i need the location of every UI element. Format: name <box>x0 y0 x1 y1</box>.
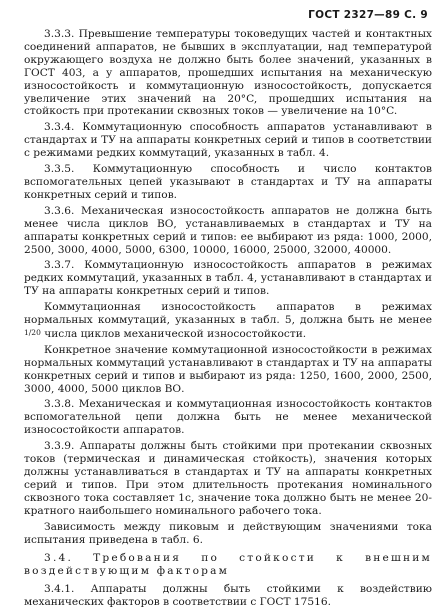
paragraph-specific-value: Конкретное значение коммутационной износостойкости в режимах нормальных коммутаций устанавливают в стандартах и ТУ на аппараты конкретных серий и типов и выбирают из ряда: 1250, 1600, 2000, 2500, 3000, 4000, 5000 циклов ВО. <box>24 343 432 395</box>
paragraph-3-3-6: 3.3.6. Механическая износостойкость аппаратов не должна быть менее числа циклов ВО, устанавливаемых в стандартах и ТУ на аппараты конкретных серий и типов: ее выбирают из ряда: 1000, 2000, 2500, 3000, 4000, 5000, 6300, 10000, 16000, 25000, 32000, 40000. <box>24 204 432 256</box>
document-body <box>24 28 432 609</box>
paragraph-dependency: Зависимость между пиковым и действующим значениями тока испытания приведена в табл. 6. <box>24 520 432 546</box>
paragraph-3-3-7: 3.3.7. Коммутационную износостойкость аппаратов в режимах редких коммутаций, указанных в табл. 4, устанавливают в стандартах и ТУ на аппараты конкретных серий и типов. <box>24 259 432 298</box>
paragraph-3-3-3: 3.3.3. Превышение температуры токоведущих частей и контактных соединений аппаратов, не бывших в эксплуатации, над температурой окружающего воздуха не должно быть более значений, указанных в ГОСТ 403, а у аппаратов, прошедших испытания на механическую износостойкость и коммутационную износостойкость, допускается увеличение этих значений на 20°C, прошедших испытания на стойкость при протекании сквозных токов — увеличение на 10°C. <box>24 28 432 118</box>
paragraph-3-3-8: 3.3.8. Механическая и коммутационная износостойкость контактов вспомогательной цепи должна быть не менее механической износостойкости аппаратов. <box>24 398 432 437</box>
paragraph-normal-switching <box>24 301 432 341</box>
paragraph-normal-switching-a: Коммутационная износостойкость аппаратов в режимах нормальных коммутаций, указанных в табл. 5, должна быть не менее <box>24 301 432 327</box>
paragraph-3-3-9: 3.3.9. Аппараты должны быть стойкими при протекании сквозных токов (термическая и динамическая стойкость), значения которых должны устанавливаться в стандартах и ТУ на аппараты конкретных серий и типов. При этом длительность протекания номинального сквозного тока составляет 1с, значение тока должно быть не менее 20-кратного наибольшего номинального рабочего тока. <box>24 440 432 517</box>
fraction: 1/20 <box>24 327 41 337</box>
paragraph-3-3-5: 3.3.5. Коммутационную способность и число контактов вспомогательных цепей указывают в стандартах и ТУ на аппараты конкретных серий и типов. <box>24 163 432 201</box>
paragraph-3-4-1: 3.4.1. Аппараты должны быть стойкими к воздействию механических факторов в соответствии с ГОСТ 17516. <box>24 583 432 609</box>
paragraph-normal-switching-b: числа циклов механической износостойкости. <box>40 327 307 340</box>
paragraph-3-3-4: 3.3.4. Коммутационную способность аппаратов устанавливают в стандартах и ТУ на аппараты конкретных серий и типов в соответствии с режимами редких коммутаций, указанных в табл. 4. <box>24 121 432 160</box>
section-heading-3-4: 3.4. Требования по стойкости к внешним воздействующим факторам <box>24 552 432 578</box>
page-header: ГОСТ 2327—89 С. 9 <box>308 9 428 21</box>
